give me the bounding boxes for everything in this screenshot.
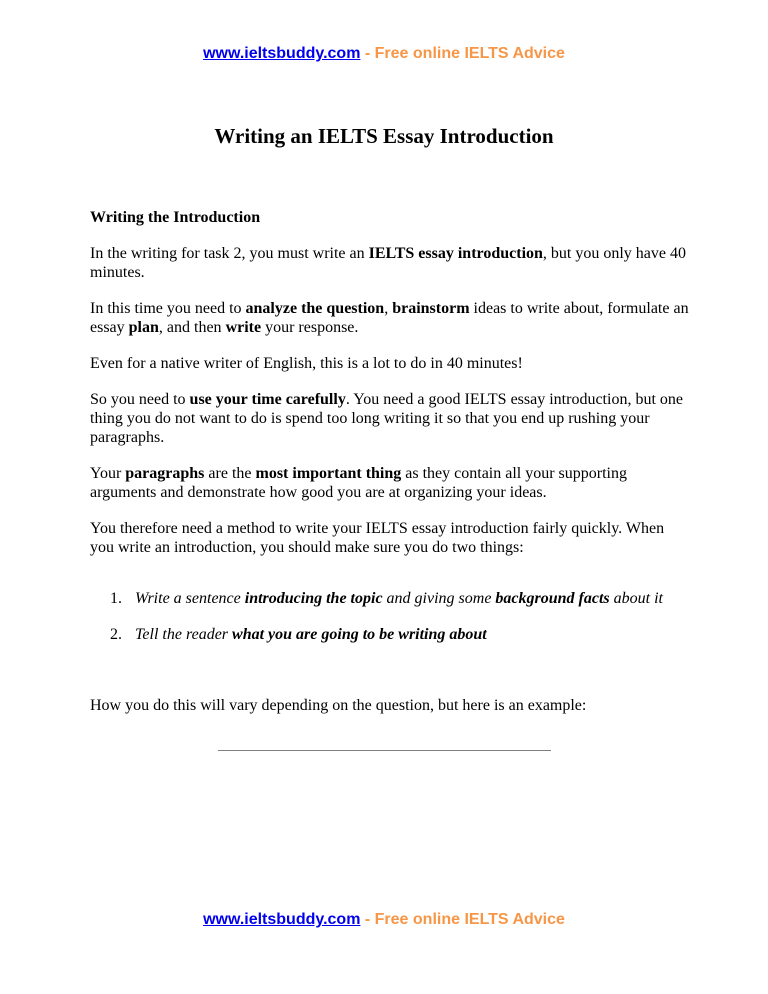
numbered-list [110, 589, 663, 661]
page-header [0, 45, 768, 63]
bold-text: use your time carefully [189, 391, 346, 408]
paragraph-6: You therefore need a method to write your IELTS essay introduction fairly quickly. When you write an introduction, you should make sure you do two things: [90, 520, 665, 556]
list-number: 1. [110, 590, 122, 607]
text: , but you only have 40 minutes. [90, 245, 686, 281]
text: Tell the reader [135, 626, 233, 643]
text: your response. [261, 319, 359, 336]
text: ideas to write about, formulate an essay [90, 300, 689, 336]
text: and giving some [382, 590, 496, 607]
paragraph-3: Even for a native writer of English, this is a lot to do in 40 minutes! [90, 355, 523, 372]
bold-text: write [225, 319, 262, 336]
bold-text: plan [128, 319, 159, 336]
list-number: 2. [110, 626, 122, 643]
header-site-link[interactable]: www.ieltsbuddy.com [203, 45, 361, 62]
paragraph-1 [90, 244, 690, 282]
footer-tagline: - Free online IELTS Advice [360, 911, 565, 928]
text: , and then [158, 319, 226, 336]
list-text [135, 590, 663, 607]
paragraph-2 [90, 299, 690, 337]
bold-text: what you are going to be writing about [232, 626, 487, 643]
page-footer [0, 911, 768, 929]
text: about it [609, 590, 663, 607]
paragraph-4 [90, 390, 690, 447]
list-text [135, 626, 487, 643]
bold-text: brainstorm [392, 300, 470, 317]
text: Your [90, 465, 126, 482]
bold-text: introducing the topic [244, 590, 383, 607]
text: as they contain all your supporting arguments and demonstrate how good you are at organizing your ideas. [90, 465, 627, 501]
footer-site-link[interactable]: www.ieltsbuddy.com [203, 911, 361, 928]
document-body [90, 208, 690, 574]
list-item [110, 589, 663, 608]
bold-text: IELTS essay introduction [368, 245, 543, 262]
closing-paragraph: How you do this will vary depending on the question, but here is an example: [90, 697, 587, 714]
list-item [110, 625, 663, 644]
text: In the writing for task 2, you must write an [90, 245, 369, 262]
header-tagline: - Free online IELTS Advice [360, 45, 565, 62]
bold-text: background facts [495, 590, 610, 607]
text: . You need a good IELTS essay introduction, but one thing you do not want to do is spend too long writing it so that you end up rushing your paragraphs. [90, 391, 683, 446]
section-heading: Writing the Introduction [90, 209, 261, 226]
bold-text: most important thing [255, 465, 402, 482]
bold-text: analyze the question [245, 300, 385, 317]
bold-text: paragraphs [125, 465, 205, 482]
text: So you need to [90, 391, 190, 408]
text: Write a sentence [135, 590, 245, 607]
document-title: Writing an IELTS Essay Introduction [214, 124, 554, 148]
text: In this time you need to [90, 300, 246, 317]
text: are the [204, 465, 256, 482]
text: , [384, 300, 393, 317]
paragraph-5 [90, 464, 690, 502]
horizontal-divider [218, 750, 551, 751]
